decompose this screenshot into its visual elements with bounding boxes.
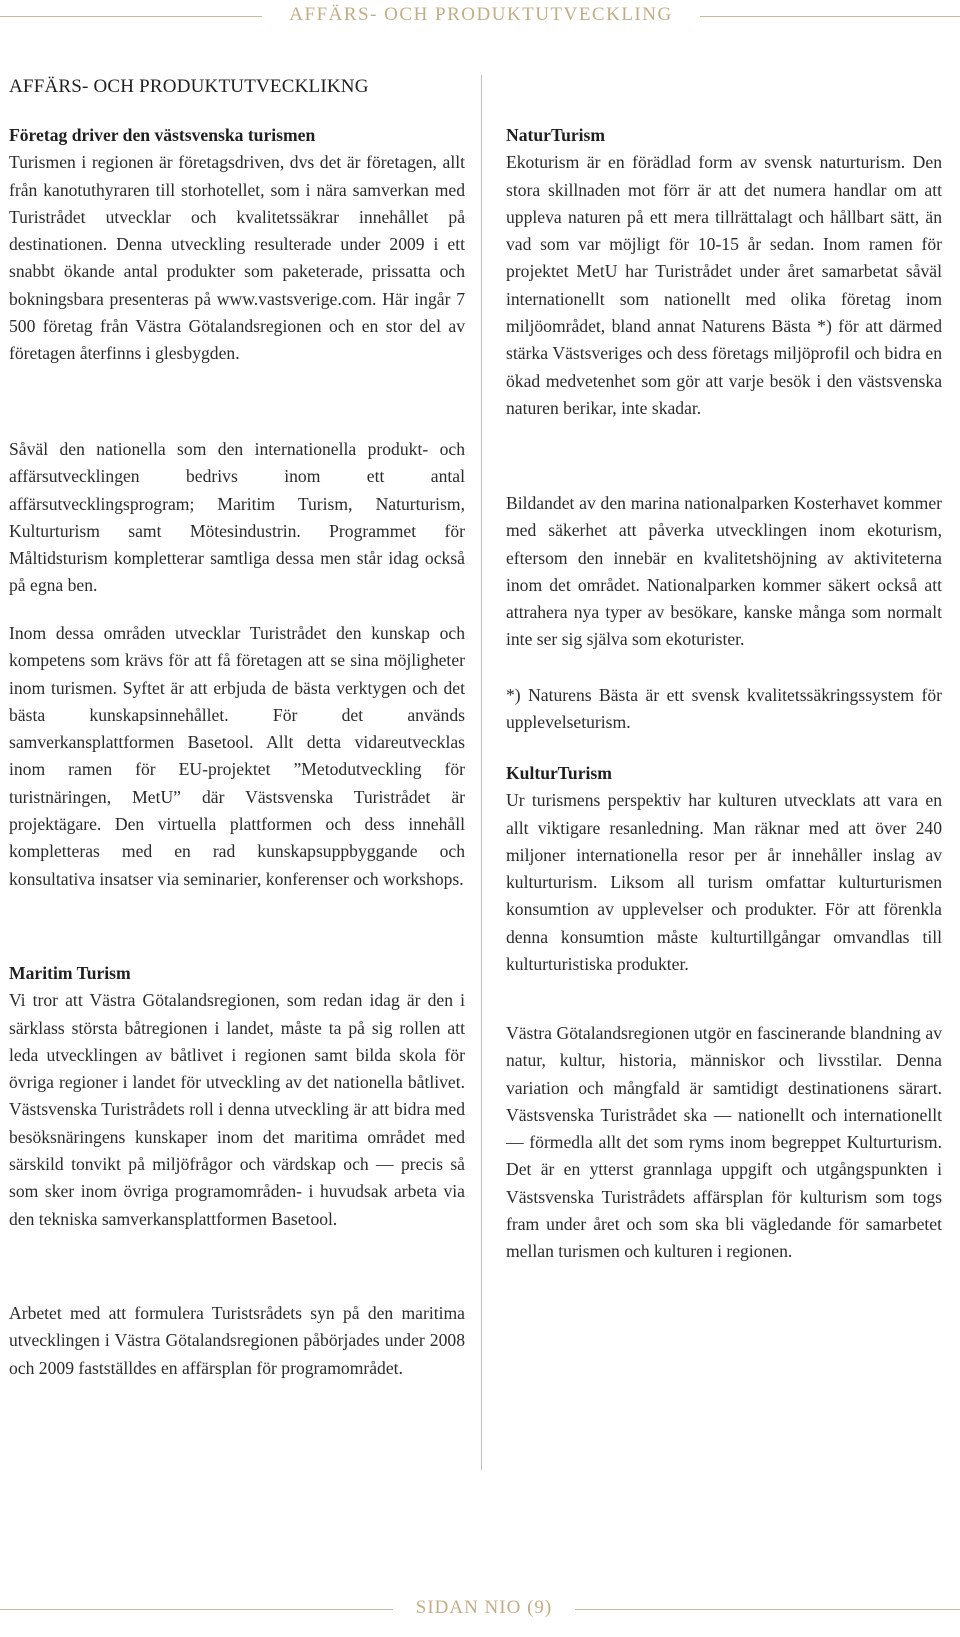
section-foretag-p2 <box>9 436 465 600</box>
section-kulturturism <box>506 760 942 978</box>
page-title: AFFÄRS- OCH PRODUKTUTVECKLIKNG <box>9 76 369 97</box>
paragraph: Vi tror att Västra Götalandsregionen, som redan idag är den i särklass största båtregionen i landet, måste ta på sig rollen att leda utvecklingen av båtlivet i regionen samt bilda skola för övriga regioner i landet för utveckling av det nationella båtlivet. Västsvenska Turistrådets roll i denna utveckling är att bidra med besöksnäringens kunskaper inom det maritima området med särskild tonvikt på miljöfrågor och värdskap och — precis så som sker inom övriga programområden- i huvudsak arbeta via den tekniska samverkansplattformen Basetool. <box>9 990 465 1229</box>
section-foretag <box>9 122 465 368</box>
section-naturturism <box>506 122 942 422</box>
page-number: SIDAN NIO (9) <box>415 1597 553 1618</box>
paragraph: Bildandet av den marina nationalparken Kosterhavet kommer med säkerhet att påverka utvecklingen inom ekoturism, eftersom den innebär en kvalitetshöjning av aktiviteterna inom det området. Nationalparken kommer säkert också att attrahera nya typer av besökare, kanske många som normalt inte ser sig själva som ekoturister. <box>506 493 942 650</box>
section-heading: Företag driver den västsvenska turismen <box>9 125 316 145</box>
paragraph: Såväl den nationella som den internationella produkt- och affärsutvecklingen bedrivs inom ett antal affärsutvecklingsprogram; Maritim Turism, Naturturism, Kulturturism samt Mötesindustrin. Programmet för Måltidsturism kompletterar samtliga dessa men står idag också på egna ben. <box>9 439 465 596</box>
footnote-text: *) Naturens Bästa är ett svensk kvalitetssäkringssystem för upplevelseturism. <box>506 685 942 733</box>
section-naturturism-p2 <box>506 490 942 654</box>
section-heading: KulturTurism <box>506 763 612 783</box>
paragraph: Turismen i regionen är företagsdriven, dvs det är företagen, allt från kanotuthyraren till storhotellet, som i nära samverkan med Turistrådet utvecklar och kvalitetssäkrar innehållet på destinationen. Denna utveckling resulterade under 2009 i ett snabbt ökande antal produkter som paketerade, prissatta och bokningsbara presenteras på www.vastsverige.com. Här ingår 7 500 företag från Västra Götalandsregionen och en stor del av företagen återfinns i glesbygden. <box>9 152 465 364</box>
paragraph: Arbetet med att formulera Turistsrådets syn på den maritima utvecklingen i Västra Götalandsregionen påbörjades under 2008 och 2009 fastställdes en affärsplan för programområdet. <box>9 1303 465 1378</box>
section-foretag-p3 <box>9 620 465 893</box>
section-maritim-p2 <box>9 1300 465 1382</box>
section-heading: NaturTurism <box>506 125 606 145</box>
section-kulturturism-p2 <box>506 1020 942 1266</box>
paragraph: Ur turismens perspektiv har kulturen utvecklats att vara en allt viktigare resanledning. Man räknar med att över 240 miljoner internationella resor per år innehåller inslag av kulturturism. Liksom all turism omfattar kulturturismen konsumtion av upplevelser och produkter. För att förenkla denna konsumtion måste kulturtillgångar omvandlas till kulturturistiska produkter. <box>506 790 942 975</box>
footer-rule-right <box>575 1609 960 1610</box>
footer-rule-left <box>0 1609 393 1610</box>
header-rule-right <box>700 16 960 17</box>
page-header <box>0 4 960 28</box>
header-rule-left <box>0 16 262 17</box>
page-footer <box>0 1597 960 1623</box>
running-title: AFFÄRS- OCH PRODUKTUTVECKLING <box>289 4 673 25</box>
paragraph: Inom dessa områden utvecklar Turistrådet den kunskap och kompetens som krävs för att få företagen att se sina möjligheter inom turismen. Syftet är att erbjuda de bästa verktygen och det bästa kunskapsinnehållet. För det används samverkansplattformen Basetool. Allt detta vidareutvecklas inom ramen för EU-projektet ”Metodutveckling för turistnäringen, MetU” där Västsvenska Turistrådet är projektägare. Den virtuella plattformen och dess innehåll kompletteras med en rad kunskapsuppbyggande och konsultativa insatser via seminarier, konferenser och workshops. <box>9 623 465 889</box>
paragraph: Ekoturism är en förädlad form av svensk naturturism. Den stora skillnaden mot förr är att det numera handlar om att uppleva naturen på ett mera tillrättalagt och hållbart sätt, än vad som var möjligt för 10-15 år sedan. Inom ramen för projektet MetU har Turistrådet under året samarbetat såväl internationellt som nationellt med olika företag inom miljöområdet, bland annat Naturens Bästa *) för att därmed stärka Västsveriges och dess företags miljöprofil och bidra en ökad medvetenhet som gör att varje besök i den västsvenska naturen berikar, inte skadar. <box>506 152 942 418</box>
section-maritim <box>9 960 465 1233</box>
section-heading: Maritim Turism <box>9 963 131 983</box>
paragraph: Västra Götalandsregionen utgör en fascinerande blandning av natur, kultur, historia, människor och livsstilar. Denna variation och mångfald är samtidigt destinationens särart. Västsvenska Turistrådet ska — nationellt och internationellt — förmedla allt det som ryms inom begreppet Kulturturism. Det är en ytterst grannlaga uppgift och utgångspunkten i Västsvenska Turistrådets affärsplan för kulturism som togs fram under året och som ska bli vägledande för samarbetet mellan turismen och kulturen i regionen. <box>506 1023 942 1262</box>
footnote <box>506 682 942 737</box>
column-divider <box>481 75 482 1470</box>
